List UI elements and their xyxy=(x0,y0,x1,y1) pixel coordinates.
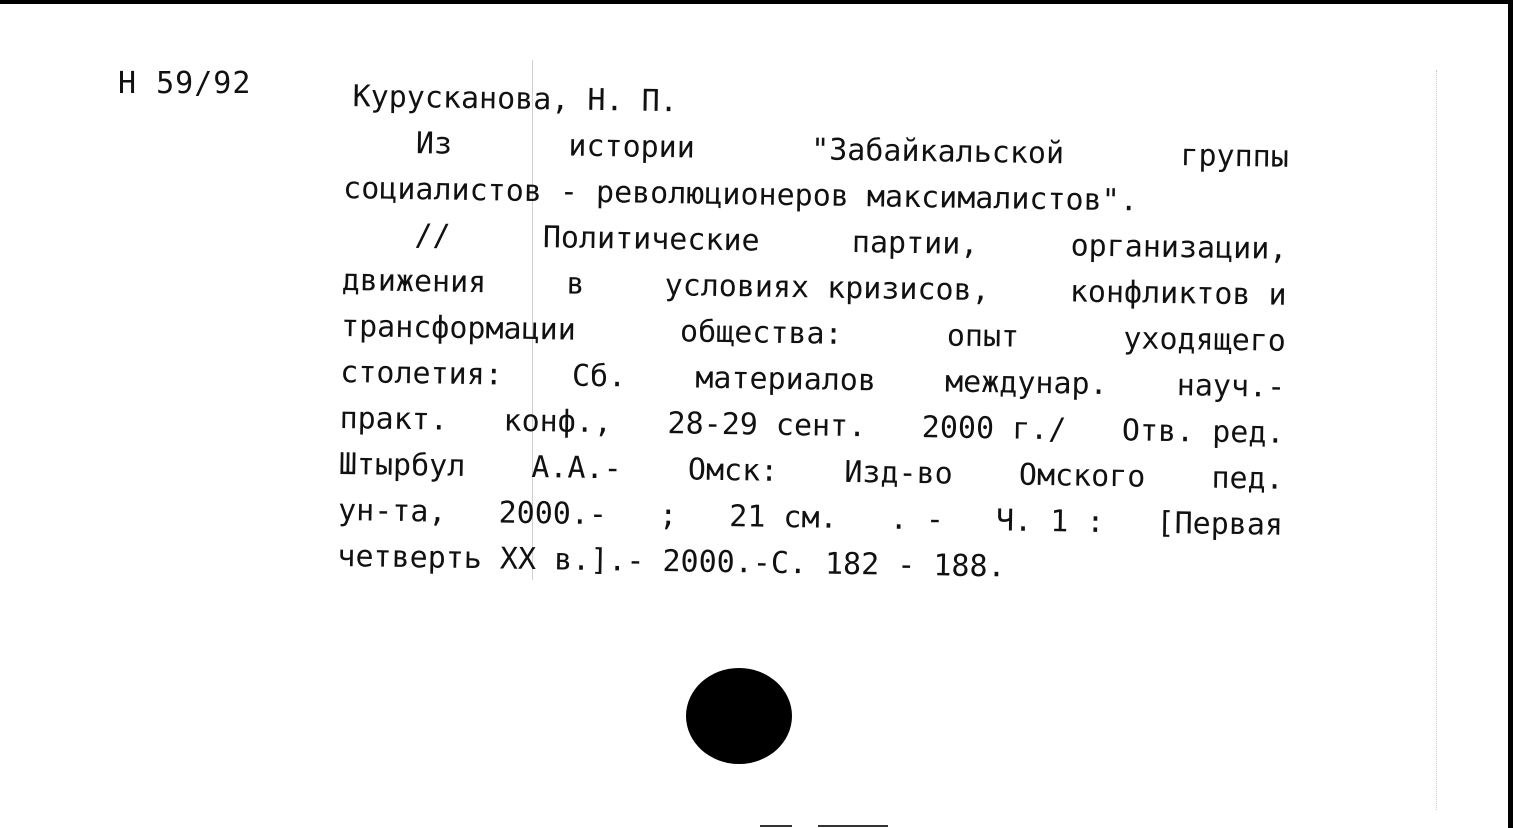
source-line-2: движения в условиях кризисов, конфликтов и xyxy=(341,262,1287,313)
scan-border-right xyxy=(1508,0,1513,828)
punch-hole xyxy=(686,668,792,764)
source-line-8: четверть XX в.].- 2000.-С. 182 - 188. xyxy=(337,538,1006,585)
author-line: Курусканова, Н. П. xyxy=(352,79,678,120)
scan-border-top xyxy=(0,0,1513,4)
source-line-6: Штырбул А.А.- Омск: Изд-во Омского пед. xyxy=(338,446,1285,497)
title-line-2: социалистов - революционеров максималистов". xyxy=(342,170,1139,219)
shelfmark: Н 59/92 xyxy=(118,66,252,101)
source-line-7: ун-та, 2000.- ; 21 см. . - Ч. 1 : [Первая xyxy=(337,492,1284,543)
source-line-5: практ. конф., 28-29 сент. 2000 г./ Отв. ред. xyxy=(339,400,1285,451)
source-line-1: // Политические партии, организации, xyxy=(414,218,1288,267)
scan-bottom-mark xyxy=(760,825,792,827)
title-line-1: Из истории "Забайкальской группы xyxy=(415,126,1290,175)
scan-bottom-mark xyxy=(818,825,888,827)
scan-artifact-dots xyxy=(1436,70,1438,810)
source-line-3: трансформации общества: опыт уходящего xyxy=(340,308,1287,359)
bibliographic-entry xyxy=(337,74,1290,595)
source-line-4: столетия: Сб. материалов междунар. науч.- xyxy=(340,354,1286,405)
